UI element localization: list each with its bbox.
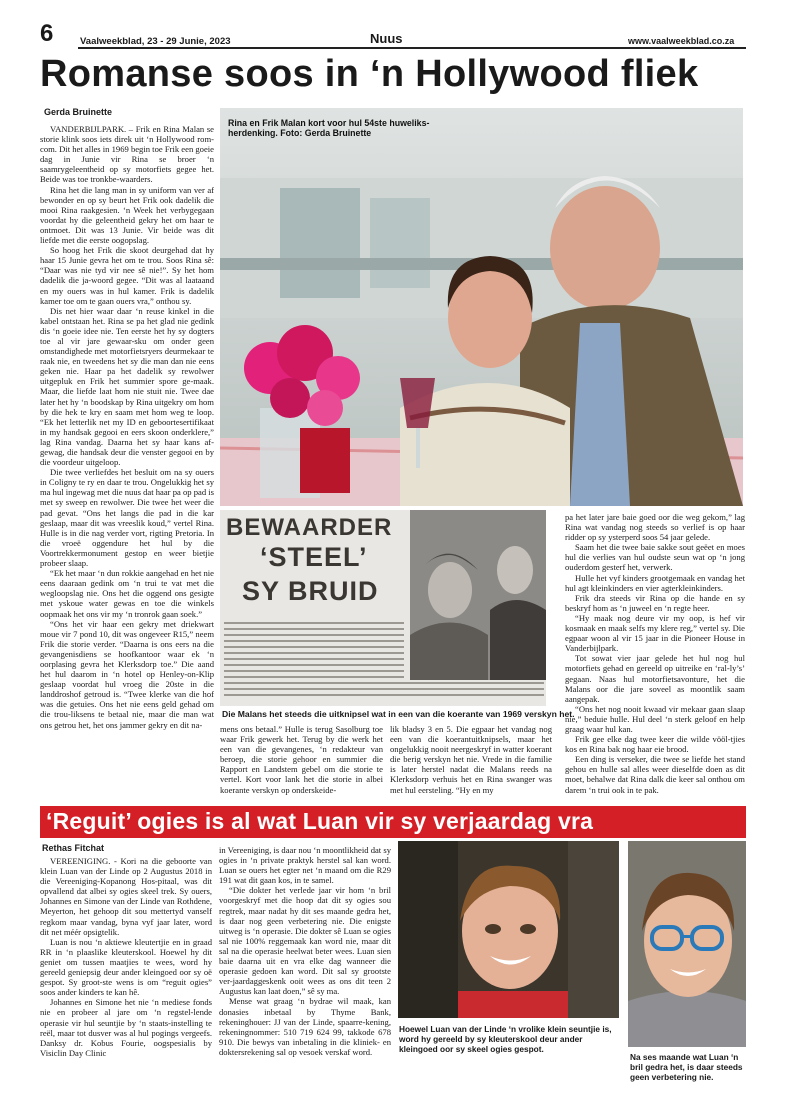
newspaper-clipping bbox=[220, 510, 546, 706]
clipping-headline-line3: SY BRUID bbox=[242, 576, 379, 606]
luan-photo-caption: Hoewel Luan van der Linde ‘n vrolike klein seuntjie is, word hy gereeld by sy kleuterskool deur ander kleingoed oor sy skeel ogies gespot. bbox=[399, 1024, 612, 1054]
paragraph: VANDERBIJLPARK. – Frik en Rina Malan se storie klink soos iets direk uit ‘n Hollywood rom-com. Dit het alles in 1969 begin toe Frik een goeie dag in Junie vir Rina se broer ‘n saamrygeleentheid op sy motorfiets gegee het. Beide was toe tronkbe-waarders. bbox=[40, 124, 214, 185]
paragraph: So hoog het Frik die skoot deurgehad dat hy haar 15 Junie gevra het om te trou. Soos Rina sê: “Daar was nie tyd vir nee sê nie!”. Sy het hom dadelik die ja-woord gegee. “Dit was al laataand en my ouers was in hul kamer. Frik is dadelik kamer toe om te gaan ouers vra,” onthou sy. bbox=[40, 245, 214, 306]
article-headline: Romanse soos in ‘n Hollywood fliek bbox=[40, 53, 699, 95]
paragraph: Luan is nou ‘n aktiewe kleutertjie en in graad RR in ‘n plaaslike kleuterskool. Hoewel hy dit geniet om tussen maatjies te wees, word hy gereeld geniepsig deur ander kleingoed oor sy oë gespot. Sy groot-ste wens is om “reguit ogies” soos ander kinders te kan hê. bbox=[40, 936, 212, 998]
paper-date: Vaalweekblad, 23 - 29 Junie, 2023 bbox=[80, 36, 231, 47]
article-column-bottom-b bbox=[390, 724, 552, 806]
article-column-left bbox=[40, 124, 214, 806]
page-number: 6 bbox=[40, 20, 54, 47]
paragraph: Tot sowat vier jaar gelede het hul nog hul motorfiets gehad en gereeld op uitreike en ‘ral-ly’s’ gegaan. Naas hul motorfietsavonture, het die Malans oor die jare soveel as moontlik saam aangepak. bbox=[565, 653, 745, 704]
article-column-right bbox=[565, 512, 745, 806]
clipping-headline-line1: BEWAARDER bbox=[226, 514, 393, 541]
paragraph: pa het later jare baie goed oor die weg gekom,” lag Rina wat vandag nog steeds so verlief is op haar ridder op sy ysterperd soos 54 jaar gelede. bbox=[565, 512, 745, 543]
paragraph: Een ding is verseker, die twee se liefde het stand gehou en hulle sal alles weer dieselfde doen as dit moet, behalwe dat Rina dalk die keer sal onthou om darem ‘n trui ook in te pak. bbox=[565, 754, 745, 795]
luan-glasses-caption: Na ses maande wat Luan ‘n bril gedra het, is daar steeds geen verbetering nie. bbox=[630, 1052, 743, 1082]
clipping-headline-line2: ‘STEEL’ bbox=[260, 542, 368, 572]
luan-glasses-photo bbox=[628, 841, 746, 1047]
paragraph: Hulle het vyf kinders grootgemaak en vandag het hul agt kleinkinders en vier agterkleinkinders. bbox=[565, 572, 745, 593]
article2-column-2 bbox=[219, 845, 391, 1078]
article-column-bottom-a bbox=[220, 724, 383, 806]
paragraph: Frik gee elke dag twee keer die wilde vööl-tjies kos en Rina bak nog haar eie brood. bbox=[565, 734, 745, 755]
article-byline: Gerda Bruinette bbox=[44, 107, 113, 117]
paragraph: in Vereeniging, is daar nou ‘n moontlikheid dat sy ogies in ‘n private praktyk herstel sal kan word. Luan se ouers het egter net ‘n maand om die R29 191 wat dit gaan kos, in te samel. bbox=[219, 845, 391, 886]
clipping-caption: Die Malans het steeds die uitknipsel wat in een van die koerante van 1969 verskyn het. bbox=[222, 709, 575, 719]
paragraph: Frik dra steeds vir Rina op die hande en sy beskryf hom as ‘n juweel en ‘n regte heer. bbox=[565, 592, 745, 613]
paragraph: VEREENIGING. - Kori na die geboorte van klein Luan van der Linde op 2 Augustus 2018 in die Vereeniging-Kopanong Hos-pitaal, was dit opvallend dat albei sy ogies skeel trek. Sy ouers, Johannes en Simone van der Linde van Rothdene, Meyerton, het gehoop dit sou mettertyd vanself regkom maar vandag, byna vyf jaar later, word dit net méér opsigtelik. bbox=[40, 856, 212, 937]
paragraph: Mense wat graag ‘n bydrae wil maak, kan donasies inbetaal by Thyme Bank, rekeninghouer: JJ van der Linde, spaarre-kening, rekeningnommer: 510 719 624 99, takkode 678 910. Die bewys van inbetaling in die kliniek- en doktersrekening sal op vesoek verskaf word. bbox=[219, 996, 391, 1057]
paragraph: Dis net hier waar daar ‘n reuse kinkel in die kabel ontstaan het. Rina se pa het glad nie gedink dis ‘n goeie idee nie. Ten eerste het hy sy dogters toe al vir jare gewaar-sku om onder geen omstandighede met motorfietsryers deurmekaar te raak nie, en tweedens het sy die man dan nie eens geken nie. Haar pa het dadelik sy rewolwer uitgepluk en Frik het summier spore ge-maak. Maar, die liefde laat hom nie stuit nie. Twee dae later het hy ‘n boodskap by Rina uitgekry om hom by die hek te kry en saam met hom weg te loop. “Ek het letterlik net my ID en geboortesertifikaat in my handsak gegooi en eers skoon onderklere,” lag Rina vandag. Daarna het sy haar kans af-gewag, die handsak deur die venster gegooi en by die voordeur uitgeloop. bbox=[40, 305, 214, 468]
header-rule bbox=[78, 47, 746, 49]
paragraph: mens ons betaal.” Hulle is terug Sasolburg toe waar Frik gewerk het. Terug by die werk het een van die gevangenes, ‘n redakteur van beroep, die storie gehoor en summier die Rapport en Landstem gebel om die storie te vertel. Kort voor lank het die storie in albei koerante verskyn op onderskeide- bbox=[220, 724, 383, 795]
article2-column-1 bbox=[40, 856, 212, 1078]
article2-headline: ‘Reguit’ ogies is al wat Luan vir sy verjaardag vra bbox=[46, 808, 594, 834]
couple-photo bbox=[220, 108, 743, 506]
paragraph: “Ons het nog nooit kwaad vir mekaar gaan slaap nie,” beduie hulle. Hul deel ‘n sterk geloof en help graag waar hul kan. bbox=[565, 703, 745, 734]
paragraph: “Hy maak nog deure vir my oop, is hef vir kosmaak en maak selfs my klere reg,” vertel sy. Die egpaar woon al vir 15 jaar in die Pioneer House in Vanderbijlpark. bbox=[565, 612, 745, 654]
luan-photo bbox=[398, 841, 619, 1018]
section-label: Nuus bbox=[370, 31, 403, 46]
paragraph: “Ek het maar ‘n dun rokkie aangehad en het nie eens daaraan gedink om ‘n trui te vat met die wegloopslag nie. Ons het die oggend ons gesigte met yskoue water gewas en toe die winkels oopmaak het ons vir my ‘n tronrok gaan soek.” bbox=[40, 568, 214, 619]
paragraph: “Die dokter het verlede jaar vir hom ‘n bril voorgeskryf met die hoop dat dit sy ogies sou regtrek, maar nadat hy dit ses maande gedra het, is daar nog geen verbetering nie. Die enigste uitweg is ‘n operasie. Die dokter sê Luan se ogies sal nie 100% reggemaak kan word nie, maar dit sal na die operasie heelwat beter wees. Luan sien baie daarna uit en vra elke dag wanneer die operasie gedoen kan word. Dit sal sy grootste ver-jaardaggeskenk ooit wees as ons dit teen 2 Augustus kan laat doen,” sê sy ma. bbox=[219, 885, 391, 997]
paragraph: Rina het die lang man in sy uniform van ver af bewonder en op sy beurt het Frik ook dadelik die mooi Rina raakgesien. ‘n Week het verbygegaan voordat hy die geleentheid gekry het om haar te ontmoet. Dit was 13 Junie. Vir beide was dit liefde met die eerste oogopslag. bbox=[40, 184, 214, 246]
paragraph: Saam het die twee baie sakke sout geëet en moes hul die verlies van hul oudste seun wat op ‘n jong ouderdom gesterf het, verwerk. bbox=[565, 542, 745, 573]
paragraph: Die twee verliefdes het besluit om na sy ouers in Coligny te ry en daar te trou. Ongelukkig het sy ma hul ingewag met die nuus dat haar pa op pad is met sy sweep en rewolwer. Die twee het weer die pad gevat. “Ons het langs die pad in die kar geslaap, maar dit was vreeslik koud,” vertel Rina. Hulle is in die nag verder vort, rigting Pretoria. In die vroeë oggendure het hul by die Voortrekkermonument gestop en weer bietjie probeer slaap. bbox=[40, 467, 214, 569]
paragraph: “Ons het vir haar een gekry met driekwart moue vir 7 pond 10, dit was ongeveer R15,” neem Frik die storie verder. “Daarna is ons eers na die gevangenisdiens se hoofkantoor waar ek ‘n oorplasing gevra het Klerksdorp toe.” Die aand het hul daarom in ‘n hotel op Henley-on-Klip geslaap voordat hul vroeg die 20ste in die landdroshof getroud is. “Twee klerke van die hof was die getuies. Ons het nie eens geld gehad om die trou-liksens te betaal nie, maar die man wat ons getrou het, het ons jammer gekry en dit na- bbox=[40, 618, 214, 730]
paragraph: Johannes en Simone het nie ‘n mediese fonds nie en probeer al jare om ‘n regstel-lende operasie vir hul seuntjie by ‘n staats-instelling te reël, maar tot dusver was al hul pogings vergeefs. Danksy dr. Kobus Fourie, oogspesialis by Visiclin Day Clinic bbox=[40, 997, 212, 1058]
photo-caption: Rina en Frik Malan kort voor hul 54ste huweliks-herdenking. Foto: Gerda Bruinette bbox=[228, 118, 430, 138]
paragraph: lik bladsy 3 en 5. Die egpaar het vandag nog een van die koerantuitknipsels, maar het ongelukkig nooit neergeskryf in watter koerant die berig verskyn het nie. Vrede in die familie is later herstel nadat die Malans reeds na Klerksdorp verhuis het en Rina swanger was met hul eersteling. “Hy en my bbox=[390, 724, 552, 795]
website-link[interactable]: www.vaalweekblad.co.za bbox=[628, 36, 735, 46]
article2-byline: Rethas Fitchat bbox=[42, 843, 105, 853]
